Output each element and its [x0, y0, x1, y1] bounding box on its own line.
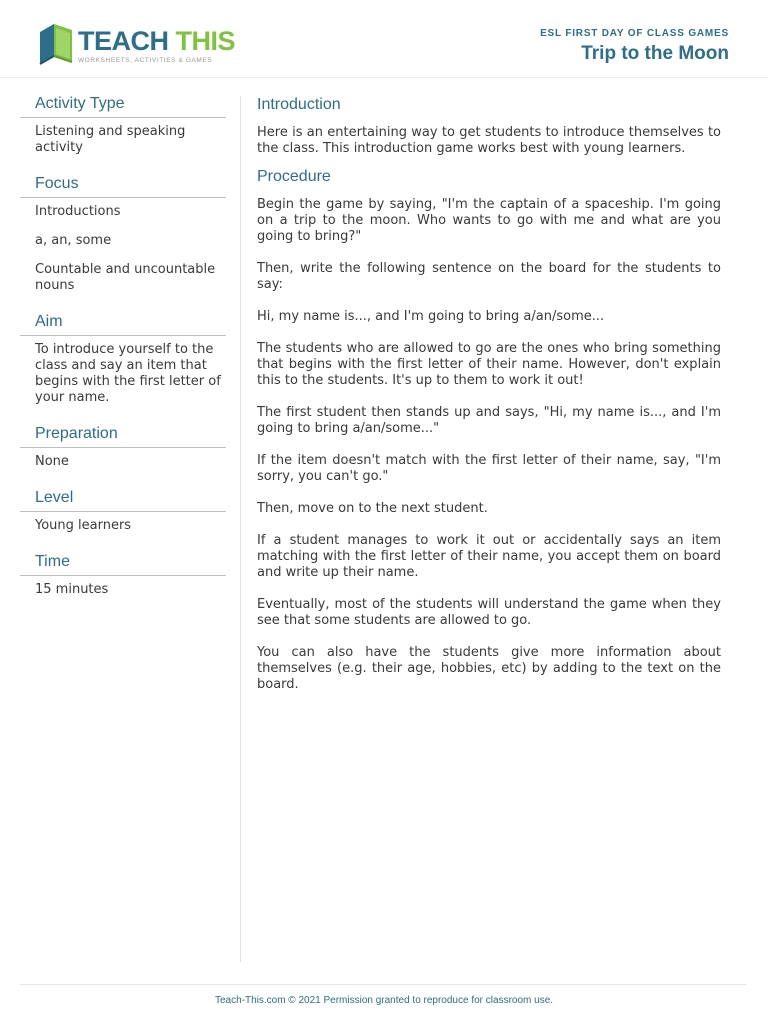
book-icon — [36, 22, 76, 68]
procedure-step: The first student then stands up and says, "Hi, my name is..., and I'm going to bring a/an/some..." — [257, 405, 721, 436]
introduction-text: Here is an entertaining way to get students to introduce themselves to the class. This introduction game works best with young learners. — [257, 125, 721, 156]
logo-wordmark — [78, 26, 235, 56]
time-heading: Time — [20, 552, 226, 576]
level-section — [20, 488, 226, 534]
preparation-heading: Preparation — [20, 424, 226, 448]
introduction-heading: Introduction — [257, 96, 341, 113]
focus-item: Introductions — [35, 204, 121, 219]
aim-value: To introduce yourself to the class and say an item that begins with the first letter of your name. — [35, 342, 221, 405]
logo-wordmark-teach: TEACH — [78, 26, 169, 56]
level-heading: Level — [20, 488, 226, 512]
activity-type-value: Listening and speaking activity — [35, 124, 186, 155]
focus-section — [20, 174, 226, 294]
aim-section — [20, 312, 226, 406]
procedure-step: The students who are allowed to go are the ones who bring something that begins with the first letter of their name. However, don't explain this to the students. It's up to them to work it out! — [257, 341, 721, 388]
time-value: 15 minutes — [35, 582, 109, 597]
teachthis-logo[interactable] — [36, 22, 236, 70]
procedure-step: Begin the game by saying, "I'm the captain of a spaceship. I'm going on a trip to the moon. Who wants to go with me and what are you going to bring?" — [257, 197, 721, 244]
document-title: Trip to the Moon — [581, 43, 729, 64]
procedure-step: Eventually, most of the students will understand the game when they see that some students are allowed to go. — [257, 597, 721, 628]
activity-type-section — [20, 94, 226, 156]
footer-divider — [20, 984, 746, 985]
logo-tagline: WORKSHEETS, ACTIVITIES & GAMES — [78, 57, 213, 64]
level-value: Young learners — [35, 518, 132, 533]
procedure-step: You can also have the students give more information about themselves (e.g. their age, hobbies, etc) by adding to the text on the board. — [257, 645, 721, 692]
time-section — [20, 552, 226, 598]
activity-type-heading: Activity Type — [20, 94, 226, 118]
logo-wordmark-this: THIS — [175, 26, 236, 56]
procedure-step: If the item doesn't match with the first letter of their name, say, "I'm sorry, you can't go." — [257, 453, 721, 484]
focus-item: Countable and uncountable nouns — [35, 262, 216, 293]
page-header — [0, 0, 768, 78]
focus-item: a, an, some — [35, 233, 112, 248]
procedure-step: If a student manages to work it out or accidentally says an item matching with the first letter of their name, you accept them on board and write up their name. — [257, 533, 721, 580]
procedure-heading: Procedure — [257, 168, 331, 185]
column-divider — [240, 96, 241, 962]
copyright-footer: Teach-This.com © 2021 Permission granted to reproduce for classroom use. — [214, 995, 554, 1006]
document-category: ESL FIRST DAY OF CLASS GAMES — [540, 28, 729, 39]
preparation-section — [20, 424, 226, 470]
procedure-step: Then, write the following sentence on the board for the students to say: — [257, 261, 721, 292]
procedure-step: Hi, my name is..., and I'm going to bring a/an/some... — [257, 309, 605, 324]
procedure-step: Then, move on to the next student. — [257, 501, 488, 516]
focus-heading: Focus — [20, 174, 226, 198]
main-content — [257, 94, 721, 709]
preparation-value: None — [35, 454, 69, 469]
aim-heading: Aim — [20, 312, 226, 336]
activity-details-sidebar — [20, 94, 226, 616]
